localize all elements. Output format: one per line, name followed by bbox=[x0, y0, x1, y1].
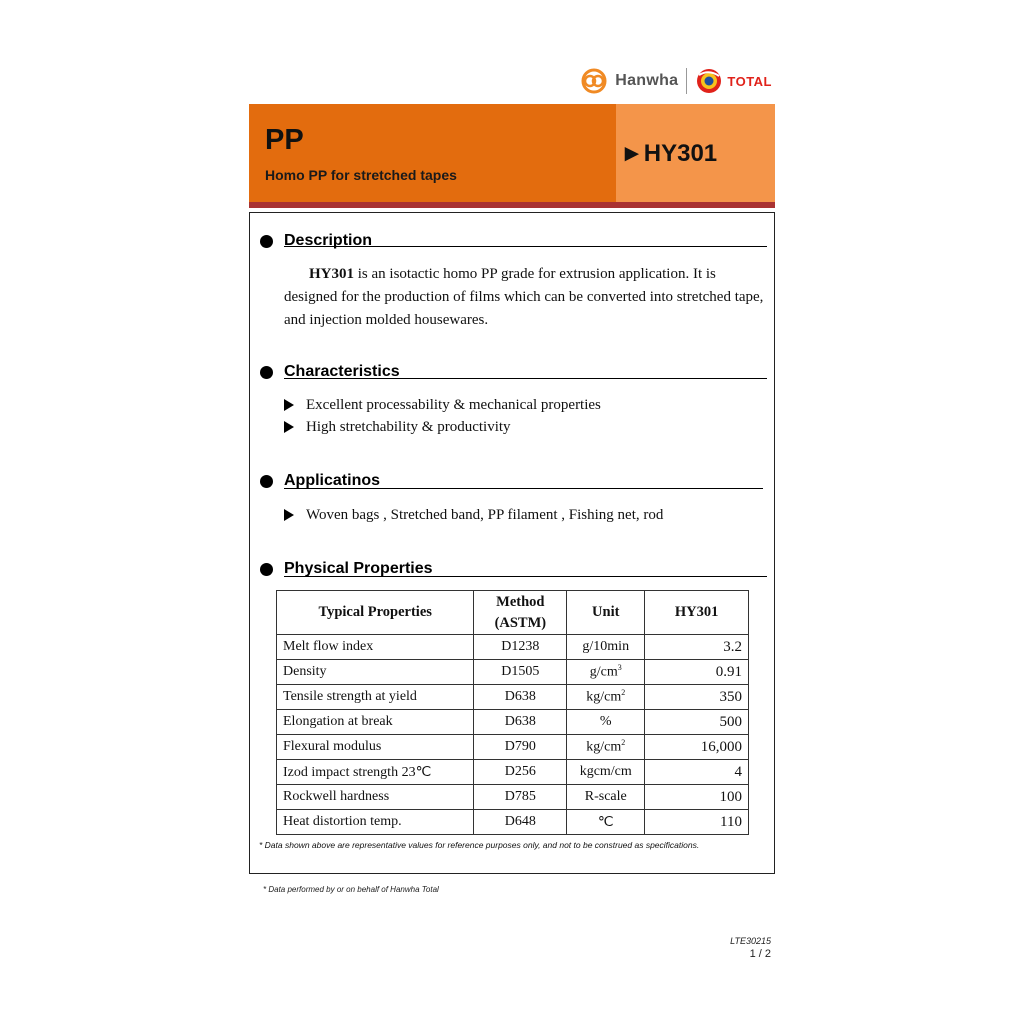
method-cell: D648 bbox=[474, 810, 567, 835]
table-disclaimer: * Data shown above are representative values for reference purposes only, and not to be construed as specifications. bbox=[259, 840, 700, 850]
value-cell: 0.91 bbox=[645, 660, 749, 685]
method-cell: D785 bbox=[474, 785, 567, 810]
bullet-dot-icon bbox=[260, 563, 273, 576]
triangle-bullet-icon bbox=[284, 399, 294, 411]
applications-title: Applicatinos bbox=[284, 472, 381, 489]
footer-note: * Data performed by or on behalf of Hanwha Total bbox=[263, 885, 439, 894]
header-banner bbox=[249, 104, 775, 202]
hanwha-logo bbox=[579, 66, 678, 96]
characteristics-title: Characteristics bbox=[284, 363, 400, 380]
column-header-line: Method bbox=[496, 593, 545, 610]
unit-cell: kgcm/cm bbox=[567, 760, 645, 785]
description-heading bbox=[260, 232, 372, 250]
method-cell: D1505 bbox=[474, 660, 567, 685]
logo-divider bbox=[686, 68, 687, 94]
list-item bbox=[284, 394, 601, 416]
unit-text: kg/cm bbox=[586, 739, 622, 755]
property-cell: Izod impact strength 23℃ bbox=[277, 760, 474, 785]
page-number: 1 / 2 bbox=[749, 948, 771, 960]
applications-list bbox=[284, 504, 663, 526]
method-cell: D638 bbox=[474, 710, 567, 735]
unit-cell: R-scale bbox=[567, 785, 645, 810]
table-row bbox=[277, 810, 749, 835]
unit-cell: % bbox=[567, 710, 645, 735]
list-item-text: Woven bags , Stretched band, PP filament , Fishing net, rod bbox=[306, 507, 664, 523]
property-cell: Density bbox=[277, 660, 474, 685]
value-cell: 16,000 bbox=[645, 735, 749, 760]
banner-grade-panel bbox=[616, 104, 775, 202]
unit-cell: g/10min bbox=[567, 635, 645, 660]
column-header: HY301 bbox=[645, 591, 749, 635]
grade-label: ►HY301 bbox=[620, 140, 718, 167]
unit-cell: ℃ bbox=[567, 810, 645, 835]
property-cell: Tensile strength at yield bbox=[277, 685, 474, 710]
triangle-bullet-icon bbox=[284, 421, 294, 433]
column-header-line: (ASTM) bbox=[494, 614, 547, 631]
triangle-bullet-icon bbox=[284, 509, 294, 521]
brand-logos bbox=[579, 64, 772, 98]
bullet-dot-icon bbox=[260, 475, 273, 488]
list-item-text: Excellent processability & mechanical properties bbox=[306, 397, 601, 413]
description-grade: HY301 bbox=[309, 266, 354, 282]
description-body: is an isotactic homo PP grade for extrusion application. It is designed for the production of films which can be converted into stretched tape, and injection molded housewares. bbox=[284, 266, 764, 328]
section-rule bbox=[284, 488, 763, 489]
unit-superscript: 2 bbox=[621, 688, 626, 698]
unit-cell bbox=[567, 660, 645, 685]
list-item-text: High stretchability & productivity bbox=[306, 419, 511, 435]
property-cell: Flexural modulus bbox=[277, 735, 474, 760]
banner-underline bbox=[249, 202, 775, 208]
property-cell: Heat distortion temp. bbox=[277, 810, 474, 835]
value-cell: 500 bbox=[645, 710, 749, 735]
section-rule bbox=[284, 246, 767, 247]
unit-text: g/cm bbox=[589, 664, 618, 680]
column-header: Unit bbox=[567, 591, 645, 635]
method-cell: D638 bbox=[474, 685, 567, 710]
unit-superscript: 2 bbox=[621, 738, 626, 748]
table-row bbox=[277, 635, 749, 660]
product-family-title: PP bbox=[265, 124, 304, 156]
document-code: LTE30215 bbox=[730, 936, 771, 946]
table-row bbox=[277, 710, 749, 735]
value-cell: 110 bbox=[645, 810, 749, 835]
method-cell: D256 bbox=[474, 760, 567, 785]
table-header-row bbox=[277, 591, 749, 635]
bullet-dot-icon bbox=[260, 235, 273, 248]
unit-cell bbox=[567, 685, 645, 710]
banner-product-panel bbox=[249, 104, 616, 202]
total-logo bbox=[695, 67, 772, 95]
list-item bbox=[284, 504, 663, 526]
properties-table bbox=[276, 590, 749, 835]
total-wordmark: TOTAL bbox=[727, 73, 772, 89]
content-box bbox=[249, 212, 775, 874]
column-header: Typical Properties bbox=[277, 591, 474, 635]
table-row bbox=[277, 735, 749, 760]
section-rule bbox=[284, 378, 767, 379]
table-row bbox=[277, 760, 749, 785]
list-item bbox=[284, 416, 601, 438]
value-cell: 4 bbox=[645, 760, 749, 785]
description-text bbox=[284, 263, 764, 332]
property-cell: Melt flow index bbox=[277, 635, 474, 660]
description-title: Description bbox=[284, 232, 373, 249]
hanwha-emblem-icon bbox=[579, 66, 609, 96]
characteristics-list bbox=[284, 394, 601, 438]
product-subtitle: Homo PP for stretched tapes bbox=[265, 167, 457, 183]
total-emblem-icon bbox=[695, 67, 723, 95]
method-cell: D790 bbox=[474, 735, 567, 760]
unit-superscript: 3 bbox=[617, 663, 622, 673]
hanwha-wordmark: Hanwha bbox=[615, 72, 679, 89]
property-cell: Elongation at break bbox=[277, 710, 474, 735]
property-cell: Rockwell hardness bbox=[277, 785, 474, 810]
method-cell: D1238 bbox=[474, 635, 567, 660]
unit-cell bbox=[567, 735, 645, 760]
unit-text: kg/cm bbox=[586, 689, 622, 705]
table-row bbox=[277, 660, 749, 685]
table-row bbox=[277, 685, 749, 710]
table-row bbox=[277, 785, 749, 810]
value-cell: 100 bbox=[645, 785, 749, 810]
value-cell: 3.2 bbox=[645, 635, 749, 660]
section-rule bbox=[284, 576, 767, 577]
value-cell: 350 bbox=[645, 685, 749, 710]
physical-title: Physical Properties bbox=[284, 560, 433, 577]
bullet-dot-icon bbox=[260, 366, 273, 379]
column-header bbox=[474, 591, 567, 635]
